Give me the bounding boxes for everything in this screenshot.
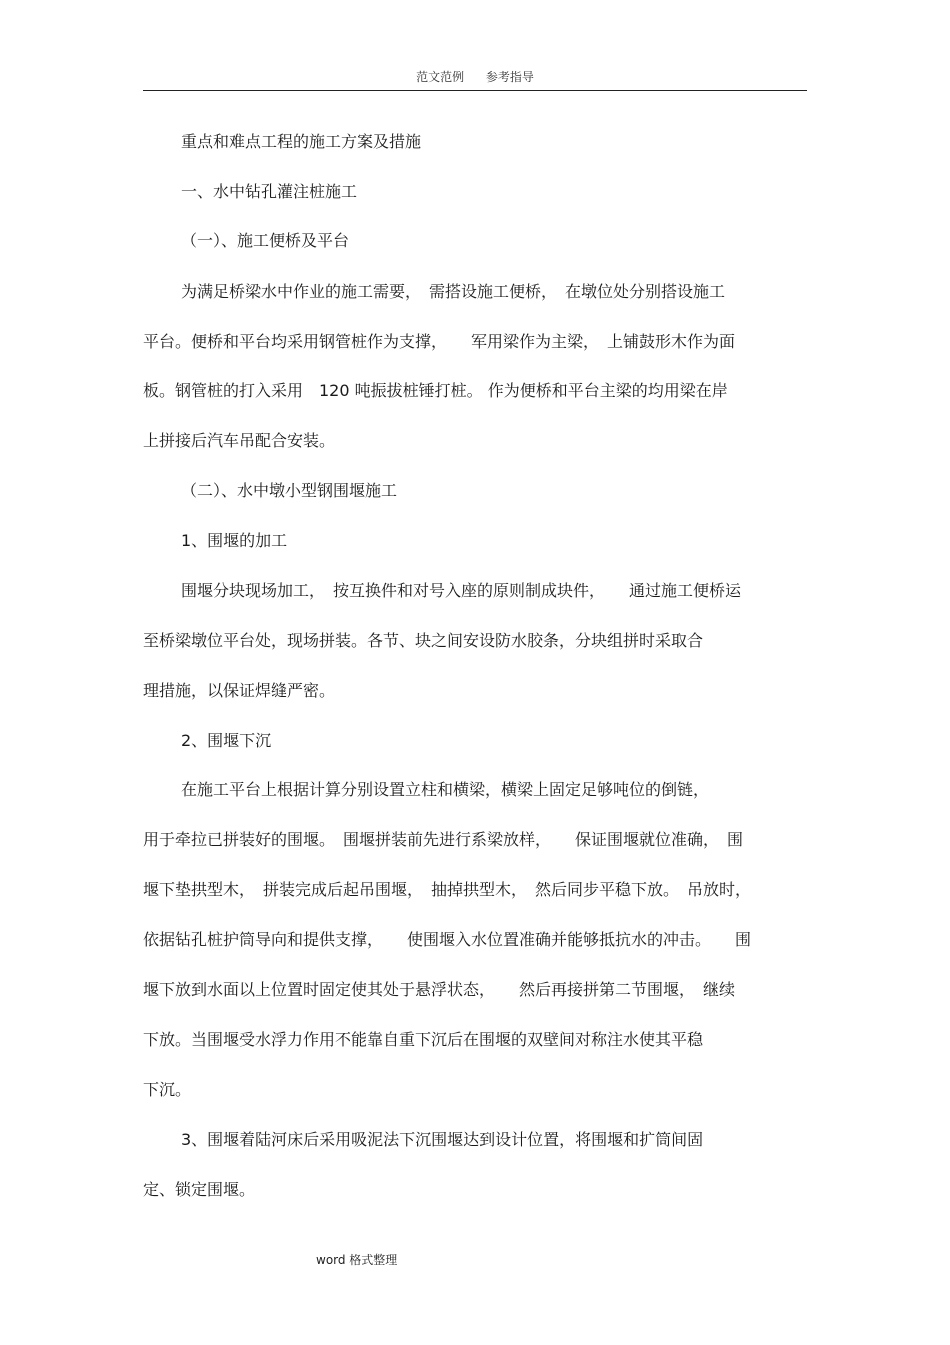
numbered-heading: 1、围堰的加工 — [181, 531, 288, 550]
paragraph-line: 定、锁定围堰。 — [143, 1180, 256, 1199]
header-right-text: 参考指导 — [485, 70, 534, 84]
subsection-heading: （一）、施工便桥及平台 — [181, 231, 350, 250]
paragraph-line: 理措施，以保证焊缝严密。 — [143, 681, 336, 700]
section-heading: 一、水中钻孔灌注桩施工 — [181, 182, 358, 201]
numbered-paragraph-line: 3、围堰着陆河床后采用吸泥法下沉围堰达到设计位置，将围堰和扩筒间固 — [181, 1130, 704, 1149]
paragraph-line: 板。钢管桩的打入采用 120 吨振拔桩锤打桩。 作为便桥和平台主梁的均用梁在岸 — [143, 381, 728, 400]
paragraph-line: 在施工平台上根据计算分别设置立柱和横梁，横梁上固定足够吨位的倒链， — [181, 780, 710, 799]
paragraph-line: 依据钻孔桩护筒导向和提供支撑， 使围堰入水位置准确并能够抵抗水的冲击。 围 — [143, 930, 752, 949]
paragraph-line: 下放。当围堰受水浮力作用不能靠自重下沉后在围堰的双壁间对称注水使其平稳 — [143, 1030, 704, 1049]
paragraph-line: 下沉。 — [143, 1080, 192, 1099]
paragraph-line: 平台。便桥和平台均采用钢管桩作为支撑， 军用梁作为主梁， 上铺鼓形木作为面 — [143, 332, 736, 351]
page-header — [143, 68, 807, 91]
page-footer: word 格式整理 — [316, 1253, 398, 1267]
paragraph-line: 用于牵拉已拼装好的围堰。 围堰拼装前先进行系梁放样， 保证围堰就位准确， 围 — [143, 830, 744, 849]
subsection-heading: （二）、水中墩小型钢围堰施工 — [181, 481, 398, 500]
paragraph-line: 上拼接后汽车吊配合安装。 — [143, 431, 336, 450]
paragraph-line: 堰下垫拱型木， 拼装完成后起吊围堰， 抽掉拱型木， 然后同步平稳下放。 吊放时， — [143, 880, 752, 899]
document-title: 重点和难点工程的施工方案及措施 — [181, 132, 422, 151]
paragraph-line: 堰下放到水面以上位置时固定使其处于悬浮状态， 然后再接拼第二节围堰， 继续 — [143, 980, 736, 999]
paragraph-line: 为满足桥梁水中作业的施工需要， 需搭设施工便桥， 在墩位处分别搭设施工 — [181, 282, 726, 301]
paragraph-line: 至桥梁墩位平台处，现场拼装。各节、块之间安设防水胶条，分块组拼时采取合 — [143, 631, 704, 650]
numbered-heading: 2、围堰下沉 — [181, 731, 272, 750]
header-left-text: 范文范例 — [416, 70, 465, 84]
paragraph-line: 围堰分块现场加工， 按互换件和对号入座的原则制成块件， 通过施工便桥运 — [181, 581, 742, 600]
